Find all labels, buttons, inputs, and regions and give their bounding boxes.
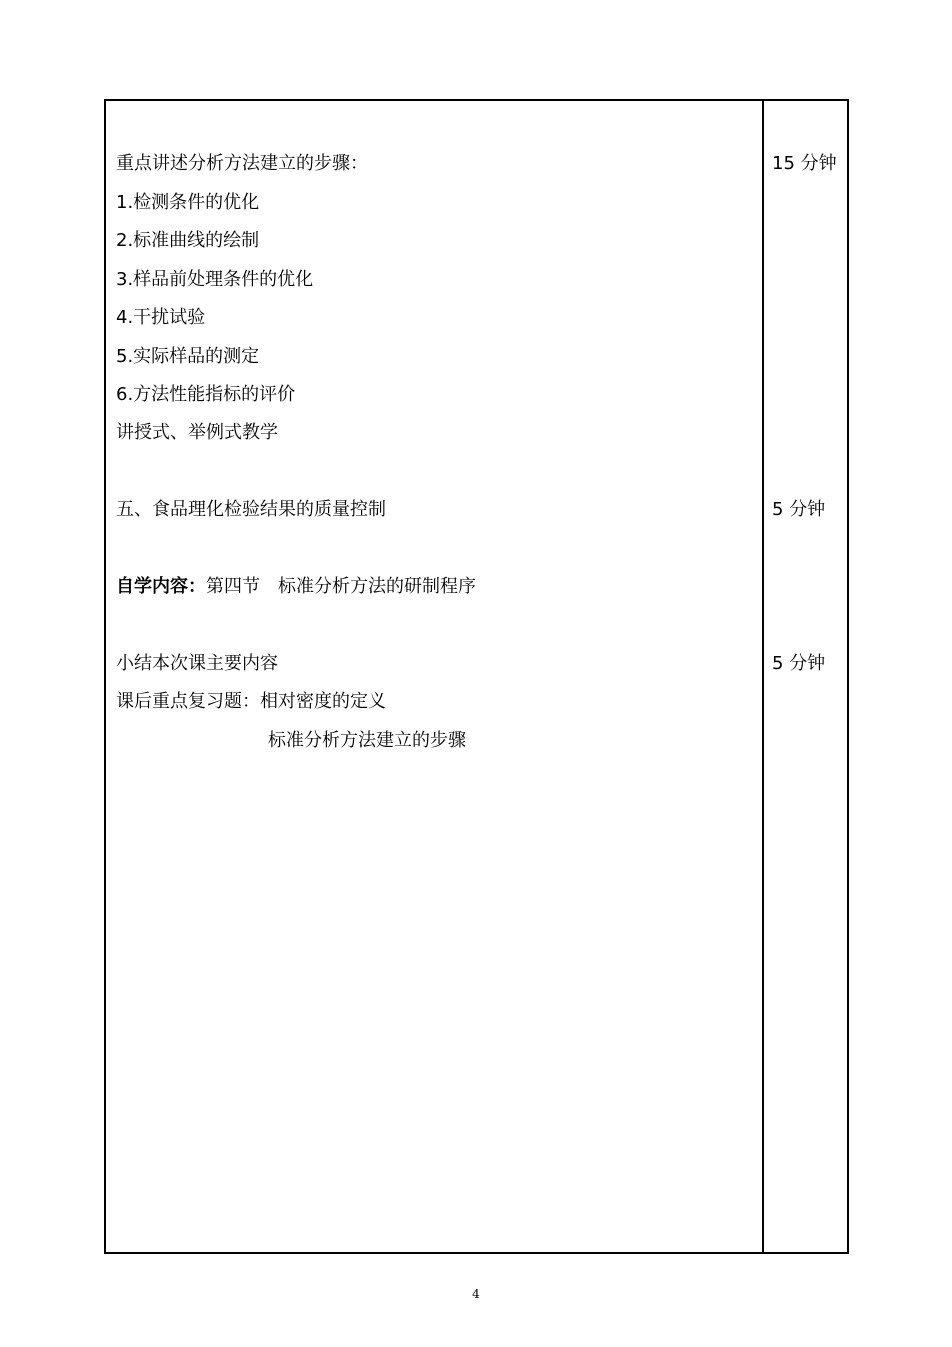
review-item-1: 相对密度的定义 xyxy=(260,691,386,712)
self-study-line xyxy=(116,576,476,598)
self-study-text: 第四节 标准分析方法的研制程序 xyxy=(206,576,476,597)
step-item-2: 2.标准曲线的绘制 xyxy=(116,230,260,251)
step-item-6: 6.方法性能指标的评价 xyxy=(116,384,296,405)
summary-line: 小结本次课主要内容 xyxy=(116,653,278,674)
lesson-plan-table xyxy=(104,99,849,1254)
steps-time: 15 分钟 xyxy=(772,153,837,174)
review-label: 课后重点复习题： xyxy=(116,691,260,712)
teaching-method: 讲授式、举例式教学 xyxy=(116,422,278,443)
column-divider xyxy=(762,101,764,1252)
step-item-1: 1.检测条件的优化 xyxy=(116,192,260,213)
step-item-4: 4.干扰试验 xyxy=(116,307,206,328)
steps-heading: 重点讲述分析方法建立的步骤： xyxy=(116,153,368,174)
step-item-3: 3.样品前处理条件的优化 xyxy=(116,269,314,290)
page-number: 4 xyxy=(472,1287,480,1301)
review-line xyxy=(116,691,386,713)
section-five-heading: 五、食品理化检验结果的质量控制 xyxy=(116,499,386,520)
step-item-5: 5.实际样品的测定 xyxy=(116,346,260,367)
section-five-time: 5 分钟 xyxy=(772,499,826,520)
summary-time: 5 分钟 xyxy=(772,653,826,674)
self-study-label: 自学内容： xyxy=(116,576,206,597)
review-item-2: 标准分析方法建立的步骤 xyxy=(268,730,466,751)
